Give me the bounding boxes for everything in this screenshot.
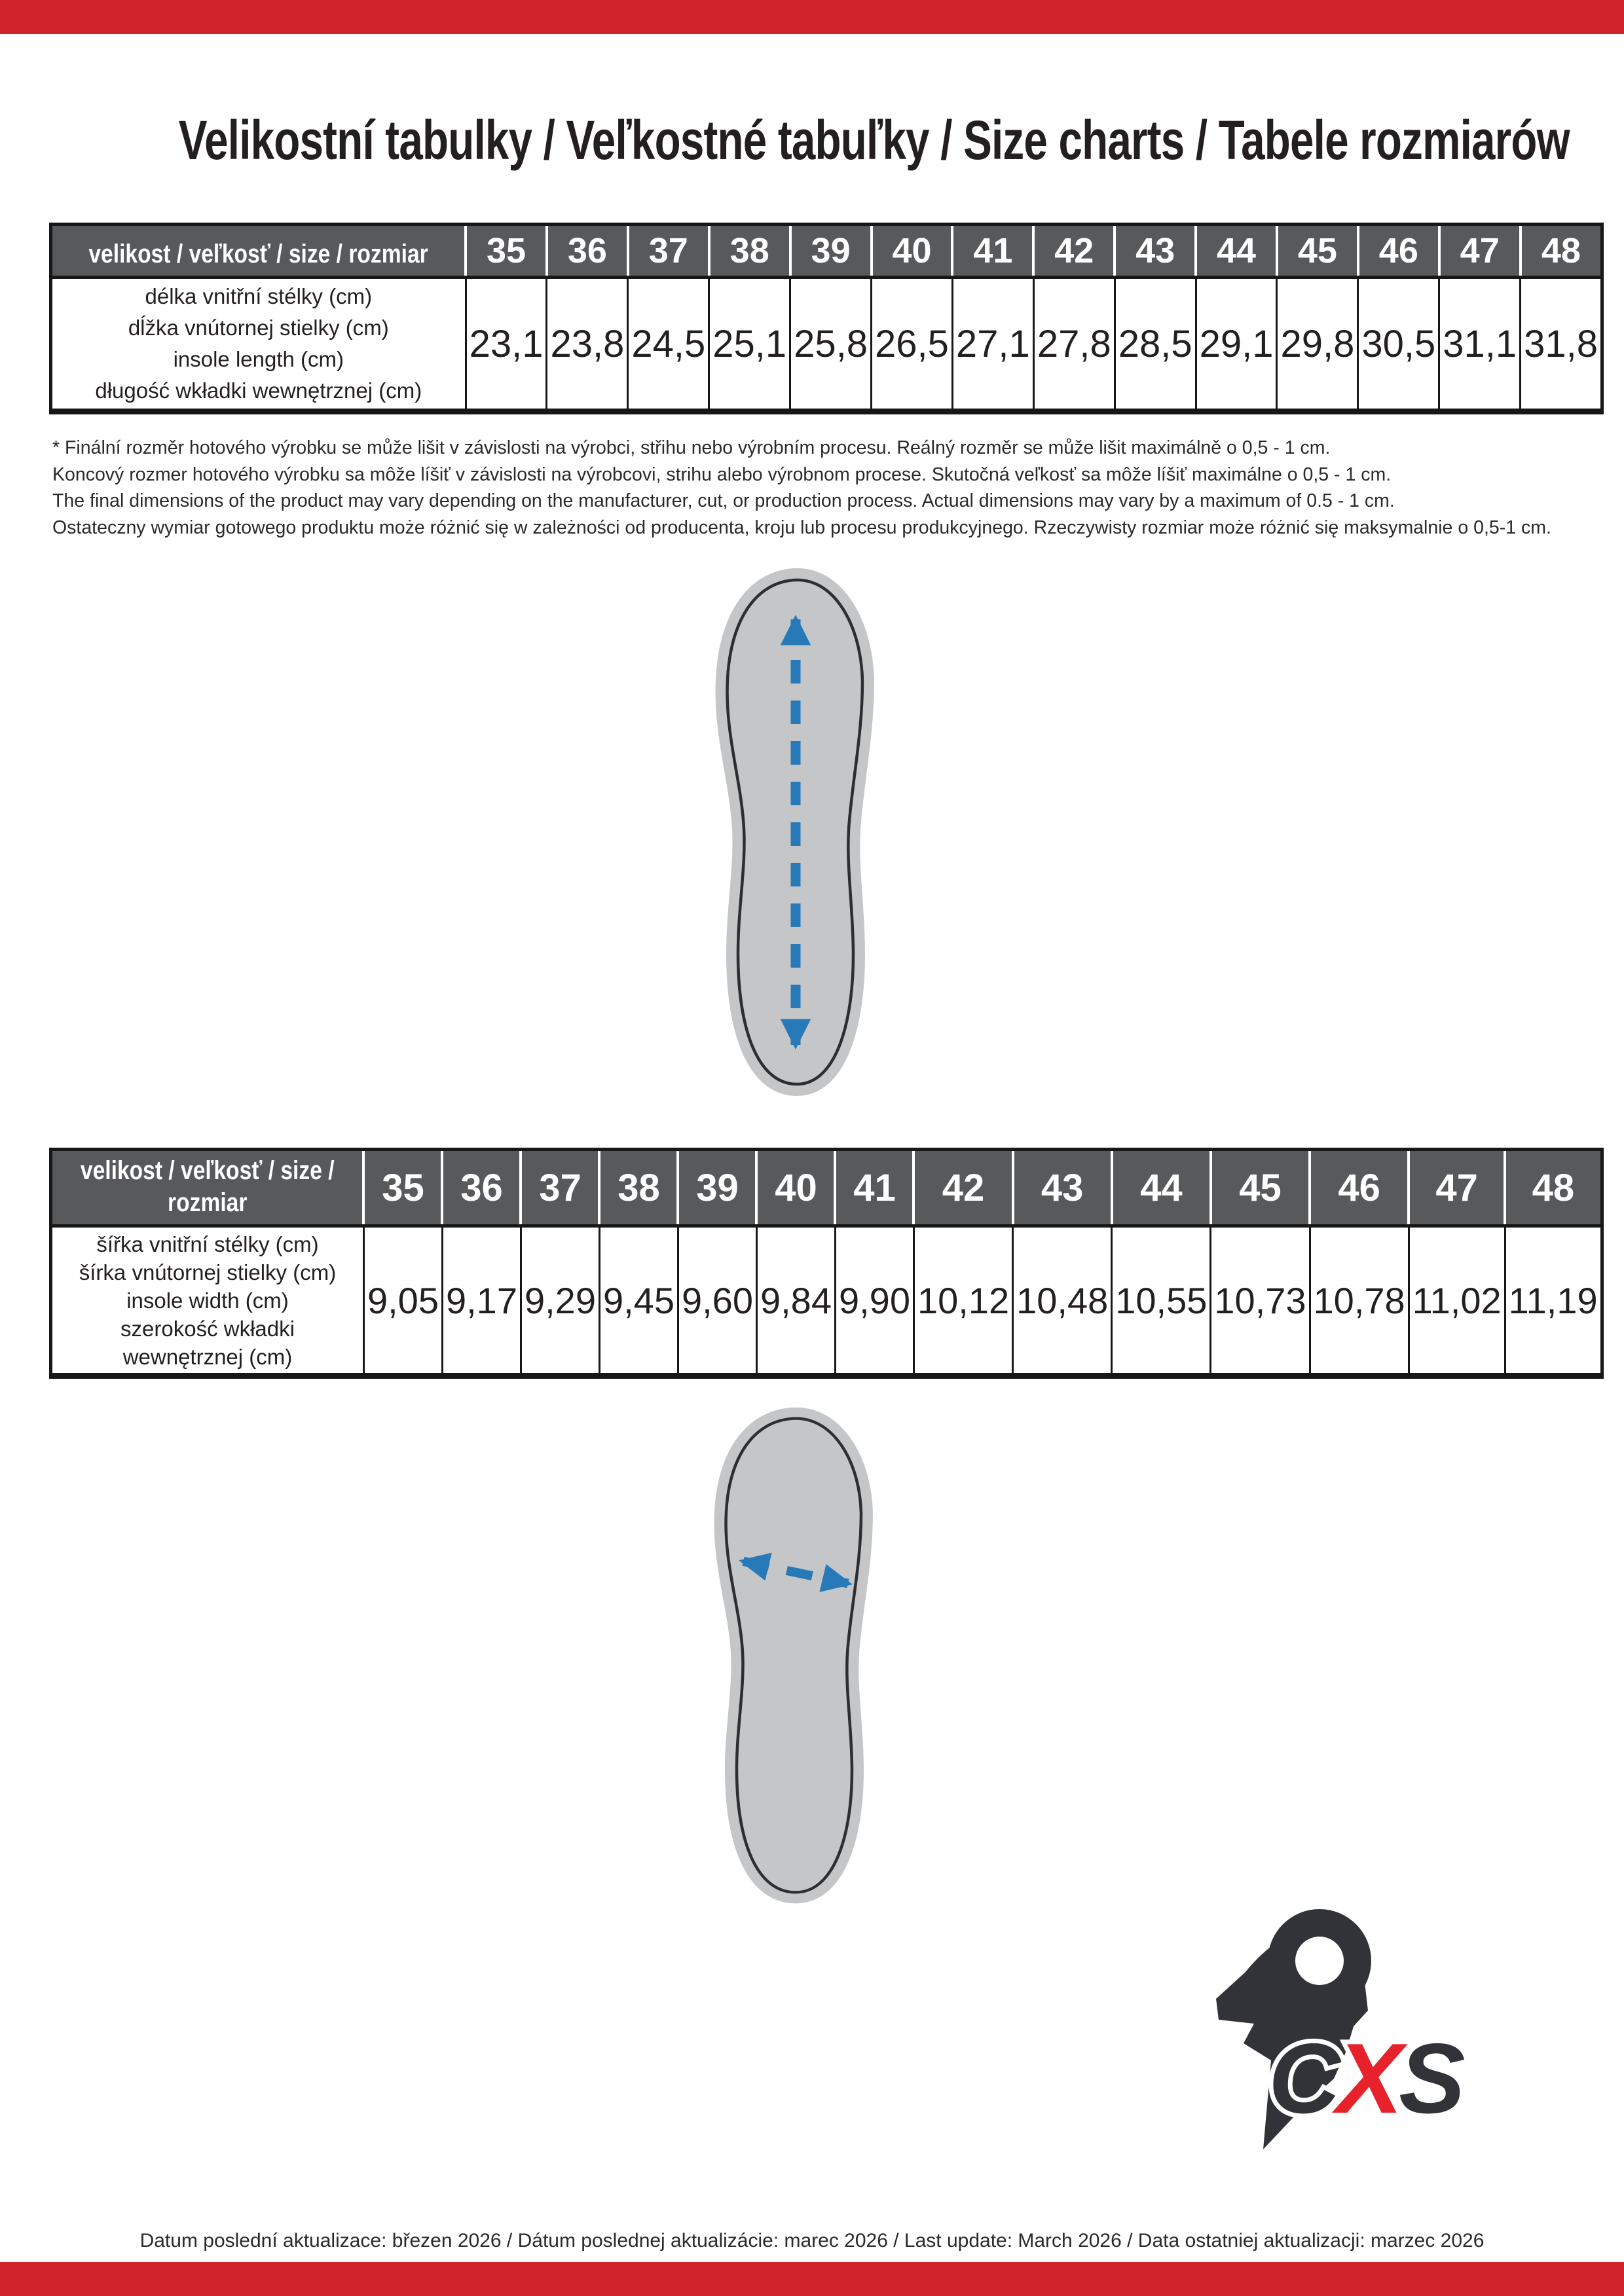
width-table-value-row: [51, 1226, 1602, 1376]
length-value-size-35: 23,1: [466, 278, 547, 412]
insole-length-table: [49, 223, 1604, 414]
length-value-size-41: 27,1: [952, 278, 1033, 412]
row-label-line-pl2: wewnętrznej (cm): [122, 1344, 293, 1369]
size-header-48: 48: [1505, 1150, 1602, 1226]
size-header-46: 46: [1358, 225, 1439, 278]
width-value-size-39: 9,60: [678, 1226, 756, 1376]
last-update-text: Datum poslední aktualizace: březen 2026 / Dátum poslednej aktualizácie: marec 2026 / Last update: March 2026 / Data ostatniej aktualizacji: marzec 2026: [139, 2230, 1485, 2251]
size-header-41: 41: [952, 225, 1033, 278]
footnote-cs: * Finální rozměr hotového výrobku se může lišit v závislosti na výrobci, střihu nebo výrobním procesu. Reálný rozměr se může lišit maximálně o 0,5 - 1 cm.: [52, 437, 1331, 458]
insole-width-table: [49, 1148, 1604, 1379]
brand-text: CXS: [1268, 2023, 1462, 2134]
length-value-size-44: 29,1: [1196, 278, 1277, 412]
length-value-size-36: 23,8: [547, 278, 628, 412]
size-header-42: 42: [913, 1150, 1012, 1226]
size-header-37: 37: [521, 1150, 599, 1226]
length-value-size-45: 29,8: [1277, 278, 1358, 412]
insole-shape: [726, 1419, 861, 1893]
row-label-line-en: insole length (cm): [173, 347, 344, 371]
length-value-size-40: 26,5: [872, 278, 953, 412]
page-title: Velikostní tabulky / Veľkostné tabuľky / Size charts / Tabele rozmiarów: [178, 109, 1570, 171]
length-value-size-38: 25,1: [709, 278, 790, 412]
size-header-45: 45: [1211, 1150, 1310, 1226]
size-header-44: 44: [1196, 225, 1277, 278]
insole-width-illustration: [683, 1406, 906, 1917]
width-value-size-35: 9,05: [363, 1226, 442, 1376]
size-header-48: 48: [1521, 225, 1602, 278]
row-label-line-pl: długość wkładki wewnętrznej (cm): [95, 378, 422, 403]
footnote-en: The final dimensions of the product may vary depending on the manufacturer, cut, or production process. Actual dimensions may vary by a maximum of 0.5 - 1 cm.: [52, 490, 1395, 511]
width-value-size-47: 11,02: [1409, 1226, 1505, 1376]
length-table-header-label-cell: [51, 225, 466, 278]
length-value-size-43: 28,5: [1115, 278, 1196, 412]
row-label-line-cs: šířka vnitřní stélky (cm): [96, 1231, 319, 1256]
size-header-46: 46: [1310, 1150, 1409, 1226]
insole-length-illustration: [684, 567, 907, 1110]
width-value-size-41: 9,90: [835, 1226, 913, 1376]
top-red-bar: [0, 0, 1624, 34]
size-header-47: 47: [1439, 225, 1521, 278]
width-value-size-40: 9,84: [756, 1226, 835, 1376]
length-value-size-46: 30,5: [1358, 278, 1439, 412]
footnotes: [52, 435, 1551, 541]
length-table-row-label: [51, 278, 466, 412]
size-header-44: 44: [1112, 1150, 1211, 1226]
width-table-header-label: velikost / veľkosť / size / rozmiar: [80, 1156, 335, 1217]
size-header-43: 43: [1013, 1150, 1112, 1226]
footnote-pl: Ostateczny wymiar gotowego produktu może różnić się w zależności od producenta, kroju lub procesu produkcyjnego. Rzeczywisty rozmiar może różnić się maksymalnie o 0,5-1 cm.: [52, 517, 1551, 538]
length-value-size-42: 27,8: [1033, 278, 1115, 412]
row-label-line-en: insole width (cm): [126, 1288, 289, 1313]
size-header-42: 42: [1033, 225, 1115, 278]
width-value-size-38: 9,45: [599, 1226, 678, 1376]
width-value-size-42: 10,12: [913, 1226, 1012, 1376]
length-value-size-47: 31,1: [1439, 278, 1521, 412]
size-header-39: 39: [678, 1150, 756, 1226]
size-header-40: 40: [756, 1150, 835, 1226]
size-header-39: 39: [790, 225, 872, 278]
row-label-line-sk: šírka vnútornej stielky (cm): [79, 1260, 337, 1285]
width-table-header-label-cell: [51, 1150, 364, 1226]
size-header-36: 36: [547, 225, 628, 278]
length-value-size-37: 24,5: [628, 278, 709, 412]
size-header-36: 36: [442, 1150, 521, 1226]
width-value-size-36: 9,17: [442, 1226, 521, 1376]
size-header-43: 43: [1115, 225, 1196, 278]
length-value-size-39: 25,8: [790, 278, 872, 412]
size-header-38: 38: [709, 225, 790, 278]
size-header-35: 35: [466, 225, 547, 278]
width-table-row-label: [51, 1226, 364, 1376]
width-value-size-37: 9,29: [521, 1226, 599, 1376]
size-header-45: 45: [1277, 225, 1358, 278]
width-value-size-44: 10,55: [1112, 1226, 1211, 1376]
width-value-size-43: 10,48: [1013, 1226, 1112, 1376]
cxs-brand-logo: [1208, 1895, 1509, 2164]
row-label-line-cs: délka vnitřní stélky (cm): [145, 284, 373, 308]
footnote-sk: Koncový rozmer hotového výrobku sa môže líšiť v závislosti na výrobcovi, strihu alebo výrobnom procese. Skutočná veľkosť sa môže líšiť maximálne o 0,5 - 1 cm.: [52, 464, 1392, 485]
width-value-size-48: 11,19: [1505, 1226, 1602, 1376]
size-header-47: 47: [1409, 1150, 1505, 1226]
size-header-35: 35: [363, 1150, 442, 1226]
bottom-red-bar: [0, 2262, 1624, 2296]
length-table-value-row: [51, 278, 1602, 412]
row-label-line-pl1: szerokość wkładki: [120, 1316, 295, 1341]
size-header-41: 41: [835, 1150, 913, 1226]
width-value-size-45: 10,73: [1211, 1226, 1310, 1376]
length-table-header-label: velikost / veľkosť / size / rozmiar: [88, 240, 428, 268]
size-header-40: 40: [872, 225, 953, 278]
length-value-size-48: 31,8: [1521, 278, 1602, 412]
size-header-38: 38: [599, 1150, 678, 1226]
width-value-size-46: 10,78: [1310, 1226, 1409, 1376]
size-header-37: 37: [628, 225, 709, 278]
ram-horn-hole: [1295, 1937, 1344, 1985]
width-table-header-row: [51, 1150, 1602, 1226]
length-table-header-row: [51, 225, 1602, 278]
row-label-line-sk: dĺžka vnútornej stielky (cm): [128, 316, 389, 340]
